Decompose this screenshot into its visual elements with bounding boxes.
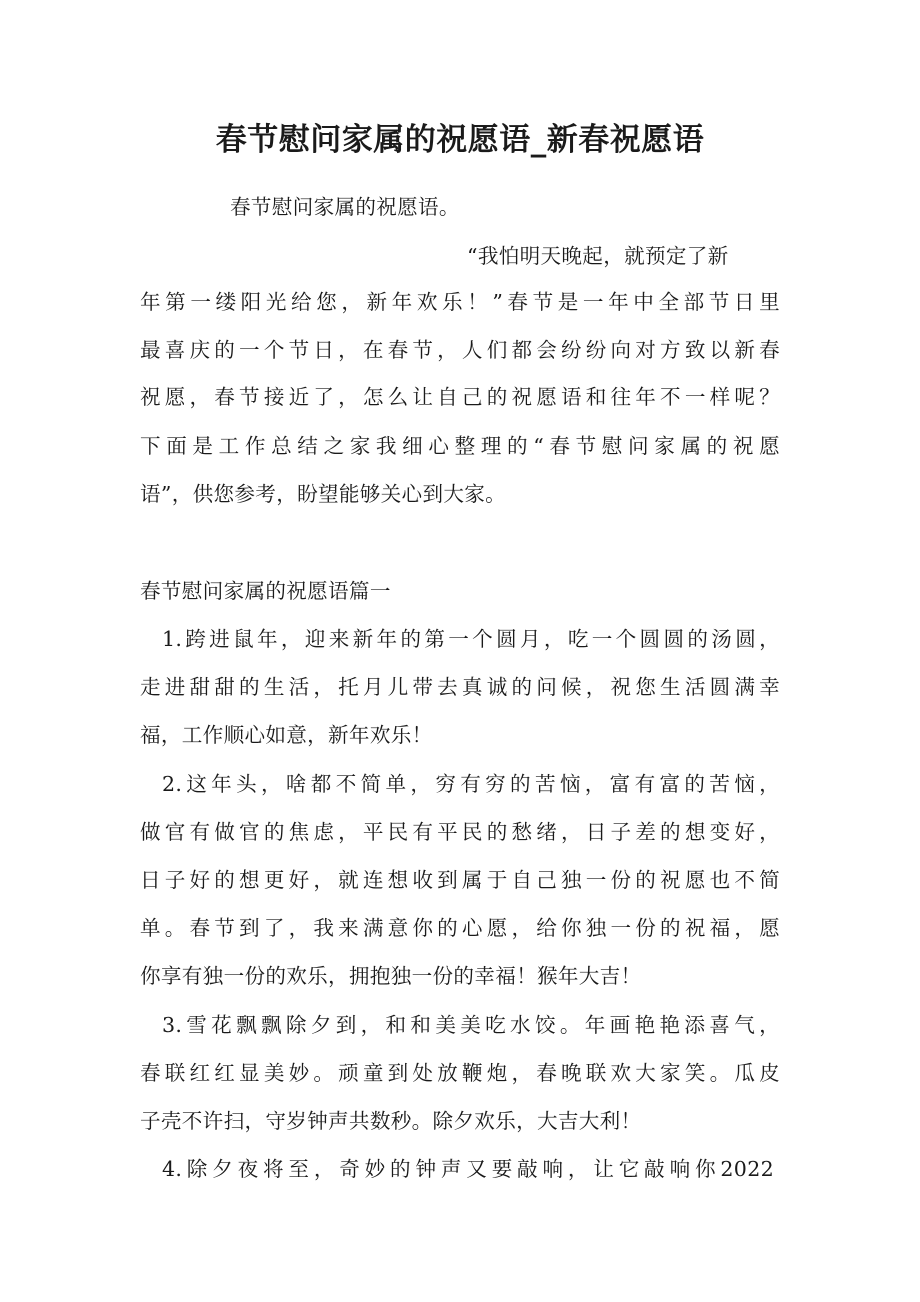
list-item-line: 你享有独一份的欢乐，拥抱独一份的幸福！猴年大吉！: [140, 964, 642, 988]
list-item-line: 日子好的想更好，就连想收到属于自己独一份的祝愿也不简: [140, 868, 780, 892]
list-item-line: 3.雪花飘飘除夕到，和和美美吃水饺。年画艳艳添喜气，: [162, 1013, 780, 1037]
paragraph-line: 最喜庆的一个节日，在春节，人们都会纷纷向对方致以新春: [140, 338, 780, 362]
list-item-line: 福，工作顺心如意，新年欢乐！: [140, 723, 433, 747]
paragraph-line: 祝愿，春节接近了，怎么让自己的祝愿语和往年不一样呢？: [140, 385, 780, 409]
document-title: 春节慰问家属的祝愿语_新春祝愿语: [215, 122, 705, 158]
paragraph-line: 语”，供您参考，盼望能够关心到大家。: [140, 482, 507, 506]
intro-line: 春节慰问家属的祝愿语。: [230, 195, 460, 219]
list-item-line: 走进甜甜的生活，托月儿带去真诚的问候，祝您生活圆满幸: [140, 675, 780, 699]
list-item-line: 2.这年头，啥都不简单，穷有穷的苦恼，富有富的苦恼，: [162, 772, 780, 796]
list-item-line: 4.除夕夜将至，奇妙的钟声又要敲响，让它敲响你2022: [162, 1157, 774, 1181]
list-item-line: 子壳不许扫，守岁钟声共数秒。除夕欢乐，大吉大利！: [140, 1109, 642, 1133]
list-item-line: 做官有做官的焦虑，平民有平民的愁绪，日子差的想变好，: [140, 820, 780, 844]
list-item-line: 春联红红显美妙。顽童到处放鞭炮，春晚联欢大家笑。瓜皮: [140, 1061, 780, 1085]
list-item-line: 单。春节到了，我来满意你的心愿，给你独一份的祝福，愿: [140, 916, 780, 940]
section-heading: 春节慰问家属的祝愿语篇一: [140, 579, 391, 603]
paragraph-line: 下面是工作总结之家我细心整理的“春节慰问家属的祝愿: [140, 434, 780, 458]
list-item-line: 1.跨进鼠年，迎来新年的第一个圆月，吃一个圆圆的汤圆，: [162, 627, 780, 651]
paragraph-line: 年第一缕阳光给您，新年欢乐！”春节是一年中全部节日里: [140, 290, 780, 314]
paragraph-line: “我怕明天晚起，就预定了新: [467, 244, 729, 268]
